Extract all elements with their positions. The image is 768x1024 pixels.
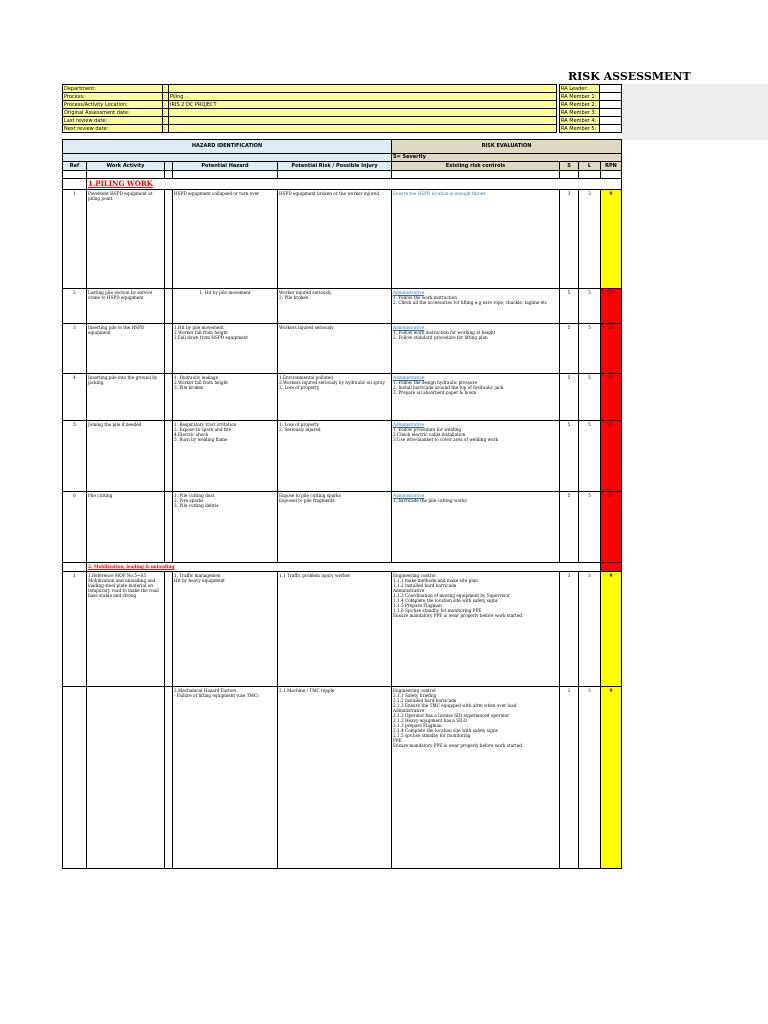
row-controls-cell <box>392 421 560 492</box>
colon: : <box>163 101 169 109</box>
process-label: Process: <box>63 93 163 101</box>
row-l: 5 <box>579 492 601 563</box>
row-risk: 1.1 Traffic problem injury worker <box>278 572 392 687</box>
row-risk: 1.Environmental polluted 2.Workers injured seriously by hydraulic oil spray 3. Loss of property <box>278 374 392 421</box>
row-l: 5 <box>579 421 601 492</box>
risk-evaluation-header: RISK EVALUATION <box>392 140 622 154</box>
row-rpn: 9 <box>601 190 622 289</box>
s-header: S <box>560 162 579 171</box>
ref-header: Ref <box>63 162 87 171</box>
rpn-header: RPN <box>601 162 622 171</box>
row-controls: Engineering control 1.1.1 make methode and make site plan 1.1.2 installed hard barricade Administrative 1.1.3 Coordination of moving equipment by Supervisor 1.1.4 Complete the location site with safety signs 1.1.5 Prepare Flagman 1.1.6 Spv,hse standby for monitoring PPE Ensure mandatory PPE is wear properly before work started. <box>392 572 560 687</box>
row-risk: HSPD equipment broken or the worker injured <box>278 190 392 289</box>
row-risk: Workers injured seriously <box>278 324 392 374</box>
ra-member2-label: RA Member 2: <box>560 101 600 109</box>
row-controls: 1. Follow the design hydraulic pressure 2. Install barricade around the top of hydraulic jack. 3. Prepare oil absorbent paper & boom <box>393 380 505 395</box>
row-ref: 4 <box>63 374 87 421</box>
row-controls: Ensure the HSPD location is enough throne <box>392 190 560 289</box>
row-ref: 1 <box>63 190 87 289</box>
row-hazard: HSPD equipment collapsed or turn over <box>173 190 278 289</box>
row-hazard: 1. Pile cutting dust 2. Fire sparks 3. Pile cutting debris <box>173 492 278 563</box>
row-s: 5 <box>560 492 579 563</box>
row-controls: Engineering control 2.1.1 Safety briefing 2.1.2 installed hard barricade 2.1.3 Ensure the TMC equipped with alrm when over load Administrative 2.1.3 Operator has a license SIO experienced operator 2.1.2 Heavy equipment has a SILO 2.1.3 prepare Flagman 2.1.4 Complete the location site with safety signs 2.1.5 spv,hse standby for monitoring PPE Ensure mandatory PPE is wear properly before work started. <box>392 687 560 869</box>
department-value[interactable] <box>169 85 557 93</box>
admin-label: Administrative <box>393 375 425 380</box>
row-s: 5 <box>560 324 579 374</box>
row-l: 3 <box>579 190 601 289</box>
row-hazard: 1. Traffic managemen Hit by heavy equipment <box>173 572 278 687</box>
info-table <box>62 84 622 133</box>
row-controls: 1. Follow the work instruction 2. Check all the accessories for lifting e.g wire rope, chackle, tagline etc <box>393 295 548 305</box>
row-activity: Inserting pile into the ground by jacking <box>87 374 165 421</box>
ra-member4-label: RA Member 4: <box>560 117 600 125</box>
process-value[interactable]: Piling <box>169 93 557 101</box>
table-row <box>63 374 622 421</box>
colon: : <box>163 109 169 117</box>
existing-controls-header: Existing risk controls <box>392 162 560 171</box>
grey-band <box>622 84 768 140</box>
admin-label: Administrative <box>393 493 425 498</box>
row-ref: 3 <box>63 324 87 374</box>
row-l: 5 <box>579 374 601 421</box>
last-review-label: Last review date: <box>63 117 163 125</box>
next-review-label: Next review date: <box>63 125 163 133</box>
row-activity: Lasting pile section by service crane to HSPD equipment <box>87 289 165 324</box>
row-controls: 1. Follow work instruction for working at height 2. Follow standard procedure for lifting plan <box>393 330 496 340</box>
row-ref <box>63 687 87 869</box>
colon: : <box>163 125 169 133</box>
admin-label: Administrative <box>393 325 425 330</box>
row-rpn: 25 <box>601 289 622 324</box>
table-row <box>63 421 622 492</box>
colon: : <box>163 93 169 101</box>
row-ref: 1 <box>63 572 87 687</box>
ra-member4-value[interactable] <box>600 117 622 125</box>
department-label: Department: <box>63 85 163 93</box>
table-row <box>63 324 622 374</box>
row-controls-cell <box>392 289 560 324</box>
ra-member3-label: RA Member 3: <box>560 109 600 117</box>
row-activity: 1.Reference MOP No.5~S5 Mobilization and unloading and loading steel plate material on temporary road to make the road base stable and strong <box>87 572 165 687</box>
row-l: 5 <box>579 324 601 374</box>
row-rpn: 9 <box>601 687 622 869</box>
table-row <box>63 190 622 289</box>
row-rpn: 25 <box>601 374 622 421</box>
row-hazard: 1. Respiratory tract irritation 2. Expose to spark and fire 4.Electric shock 5. Burn by welding flame <box>173 421 278 492</box>
row-hazard: 1. Hit by pile movement <box>173 289 278 324</box>
table-row <box>63 492 622 563</box>
location-value[interactable]: IRIS 2 DC PROJECT <box>169 101 557 109</box>
row-rpn: 25 <box>601 421 622 492</box>
row-activity: Joining the pile if needed <box>87 421 165 492</box>
row-risk: Worker injured seriously 2. Pile broken <box>278 289 392 324</box>
row-l: 3 <box>579 572 601 687</box>
row-activity: Inserting pile to the HSPD equipment <box>87 324 165 374</box>
location-label: Process/Activity Location: <box>63 101 163 109</box>
ra-member1-label: RA Member 1: <box>560 93 600 101</box>
row-rpn: 9 <box>601 572 622 687</box>
colon: : <box>163 117 169 125</box>
colon: : <box>163 85 169 93</box>
risk-table <box>62 139 622 869</box>
potential-hazard-header: Potential Hazard <box>173 162 278 171</box>
row-risk: 1. Loss of property 2. Seriously injured <box>278 421 392 492</box>
row-ref: 6 <box>63 492 87 563</box>
row-risk: Expose to pile cutting sparks Exposed to pile fragments <box>278 492 392 563</box>
orig-date-value[interactable] <box>169 109 557 117</box>
row-risk: 2.1 Machine / TMC topple <box>278 687 392 869</box>
severity-legend: S= Severity <box>392 154 622 162</box>
row-controls: 1. barricade the pile cutting works <box>393 498 467 503</box>
work-activity-header: Work Activity <box>87 162 165 171</box>
section-title-piling: 1.PILING WORK <box>88 179 153 188</box>
row-activity <box>87 687 165 869</box>
row-controls-cell <box>392 492 560 563</box>
admin-label: Administrative <box>393 290 425 295</box>
row-hazard: 1.Hit by pile movement 2.Worker fall from height 2.Fall down from HSPD equipment <box>173 324 278 374</box>
row-l: 5 <box>579 289 601 324</box>
row-controls-cell <box>392 324 560 374</box>
hazard-identification-header: HAZARD IDENTIFICATION <box>63 140 392 154</box>
row-s: 5 <box>560 374 579 421</box>
ra-leader-label: RA Leader: <box>560 85 600 93</box>
row-s: 3 <box>560 190 579 289</box>
row-hazard: 2.Mechanical Hazard Factors - Failure of lifting equipment (use TMC) <box>173 687 278 869</box>
page-title: RISK ASSESSMENT <box>568 70 691 83</box>
ra-member5-value[interactable] <box>600 125 622 133</box>
row-activity: Pile cutting <box>87 492 165 563</box>
row-activity: Pavement HSPD equipment at piling point <box>87 190 165 289</box>
row-rpn: 25 <box>601 492 622 563</box>
row-controls: 1. Follow procedure for welding 2.Check electric cable installation 3.Use wire-blanket to cover area of welding work <box>393 427 499 442</box>
row-rpn: 25 <box>601 324 622 374</box>
admin-label: Administrative <box>393 422 425 427</box>
ra-member1-value[interactable] <box>600 93 622 101</box>
potential-risk-header: Potential Risk / Possible Injury <box>278 162 392 171</box>
row-s: 5 <box>560 289 579 324</box>
row-controls-cell <box>392 374 560 421</box>
next-review-value[interactable] <box>169 125 557 133</box>
row-s: 5 <box>560 421 579 492</box>
row-ref: 5 <box>63 421 87 492</box>
row-s: 3 <box>560 572 579 687</box>
table-row <box>63 289 622 324</box>
table-row <box>63 572 622 687</box>
row-s: 3 <box>560 687 579 869</box>
row-ref: 2 <box>63 289 87 324</box>
row-l: 3 <box>579 687 601 869</box>
table-row <box>63 687 622 869</box>
section-title-mobilization: 2. Mobilization, loading & unloading <box>88 564 175 569</box>
ra-leader-value[interactable] <box>600 85 622 93</box>
row-hazard: 1. Hydraulic leakage 2.Worker fall from height 3. Pile broken <box>173 374 278 421</box>
l-header: L <box>579 162 601 171</box>
ra-member3-value[interactable] <box>600 109 622 117</box>
orig-date-label: Original Assessment date: <box>63 109 163 117</box>
ra-member2-value[interactable] <box>600 101 622 109</box>
last-review-value[interactable] <box>169 117 557 125</box>
ra-member5-label: RA Member 5: <box>560 125 600 133</box>
